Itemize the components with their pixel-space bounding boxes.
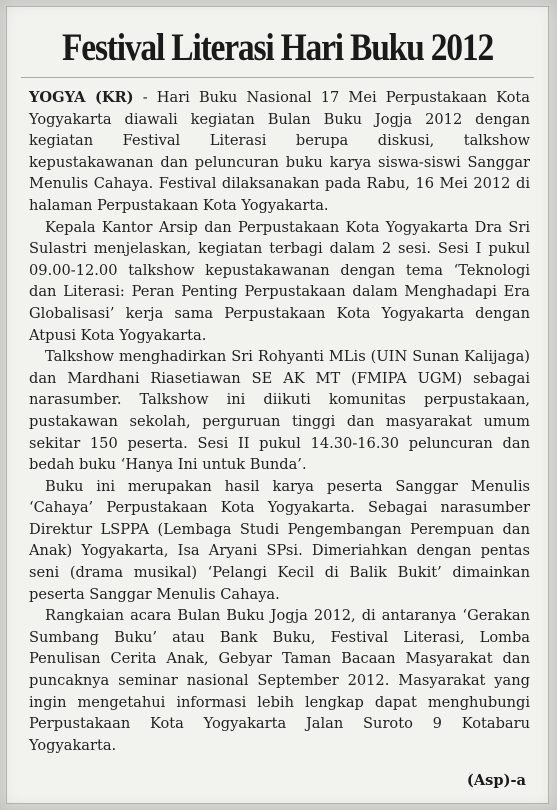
article-paragraph-4: Buku ini merupakan hasil karya peserta Sanggar Menulis ‘Cahaya’ Perpustakaan Kota Yogyakarta. Sebagai narasumber Direktur LSPPA (Lembaga Studi Pengembangan Perempuan dan Anak) Yogyakarta, Isa Aryani SPsi. Dimeriahkan dengan pentas seni (drama musikal) ‘Pelangi Kecil di Balik Bukit’ dimainkan peserta Sanggar Menulis Cahaya.	[29, 477, 530, 603]
article-paragraph-3: Talkshow menghadirkan Sri Rohyanti MLis (UIN Sunan Kalijaga) dan Mardhani Riasetiawan SE AK MT (FMIPA UGM) sebagai narasumber. Talkshow ini diikuti komunitas perpustakaan, pustakawan sekolah, perguruan tinggi dan masyarakat umum sekitar 150 peserta. Sesi II pukul 14.30-16.30 peluncuran dan bedah buku ‘Hanya Ini untuk Bunda’.	[29, 348, 530, 474]
author-byline: (Asp)-a	[466, 772, 526, 789]
article-paragraph-2: Kepala Kantor Arsip dan Perpustakaan Kota Yogyakarta Dra Sri Sulastri menjelaskan, kegiatan terbagi dalam 2 sesi. Sesi I pukul 09.00-12.00 talkshow kepustakawanan dengan tema ‘Teknologi dan Literasi: Peran Penting Perpustakaan dalam Menghadapi Era Globalisasi’ kerja sama Perpustakaan Kota Yogyakarta dengan Atpusi Kota Yogyakarta.	[29, 218, 530, 344]
article-paragraph-5: Rangkaian acara Bulan Buku Jogja 2012, di antaranya ‘Gerakan Sumbang Buku’ atau Bank Buku, Festival Literasi, Lomba Penulisan Cerita Anak, Gebyar Taman Bacaan Masyarakat dan puncaknya seminar nasional September 2012. Masyarakat yang ingin mengetahui informasi lebih lengkap dapat menghubungi Perpustakaan Kota Yogyakarta Jalan Suroto 9 Kotabaru Yogyakarta.	[29, 607, 530, 754]
paragraph-1-text: - Hari Buku Nasional 17 Mei Perpustakaan Kota Yogyakarta diawali kegiatan Bulan Buku Jogja 2012 dengan kegiatan Festival Literasi berupa diskusi, talkshow kepustakawanan dan peluncuran buku karya siswa-siswi Sanggar Menulis Cahaya. Festival dilaksanakan pada Rabu, 16 Mei 2012 di halaman Perpustakaan Kota Yogyakarta.	[29, 89, 530, 214]
dateline: YOGYA (KR)	[29, 89, 134, 106]
newspaper-clipping	[6, 6, 549, 804]
article-paragraph-1	[29, 87, 530, 217]
article-body	[29, 87, 530, 756]
title-divider	[21, 77, 534, 78]
article-title: Festival Literasi Hari Buku 2012	[61, 26, 494, 69]
